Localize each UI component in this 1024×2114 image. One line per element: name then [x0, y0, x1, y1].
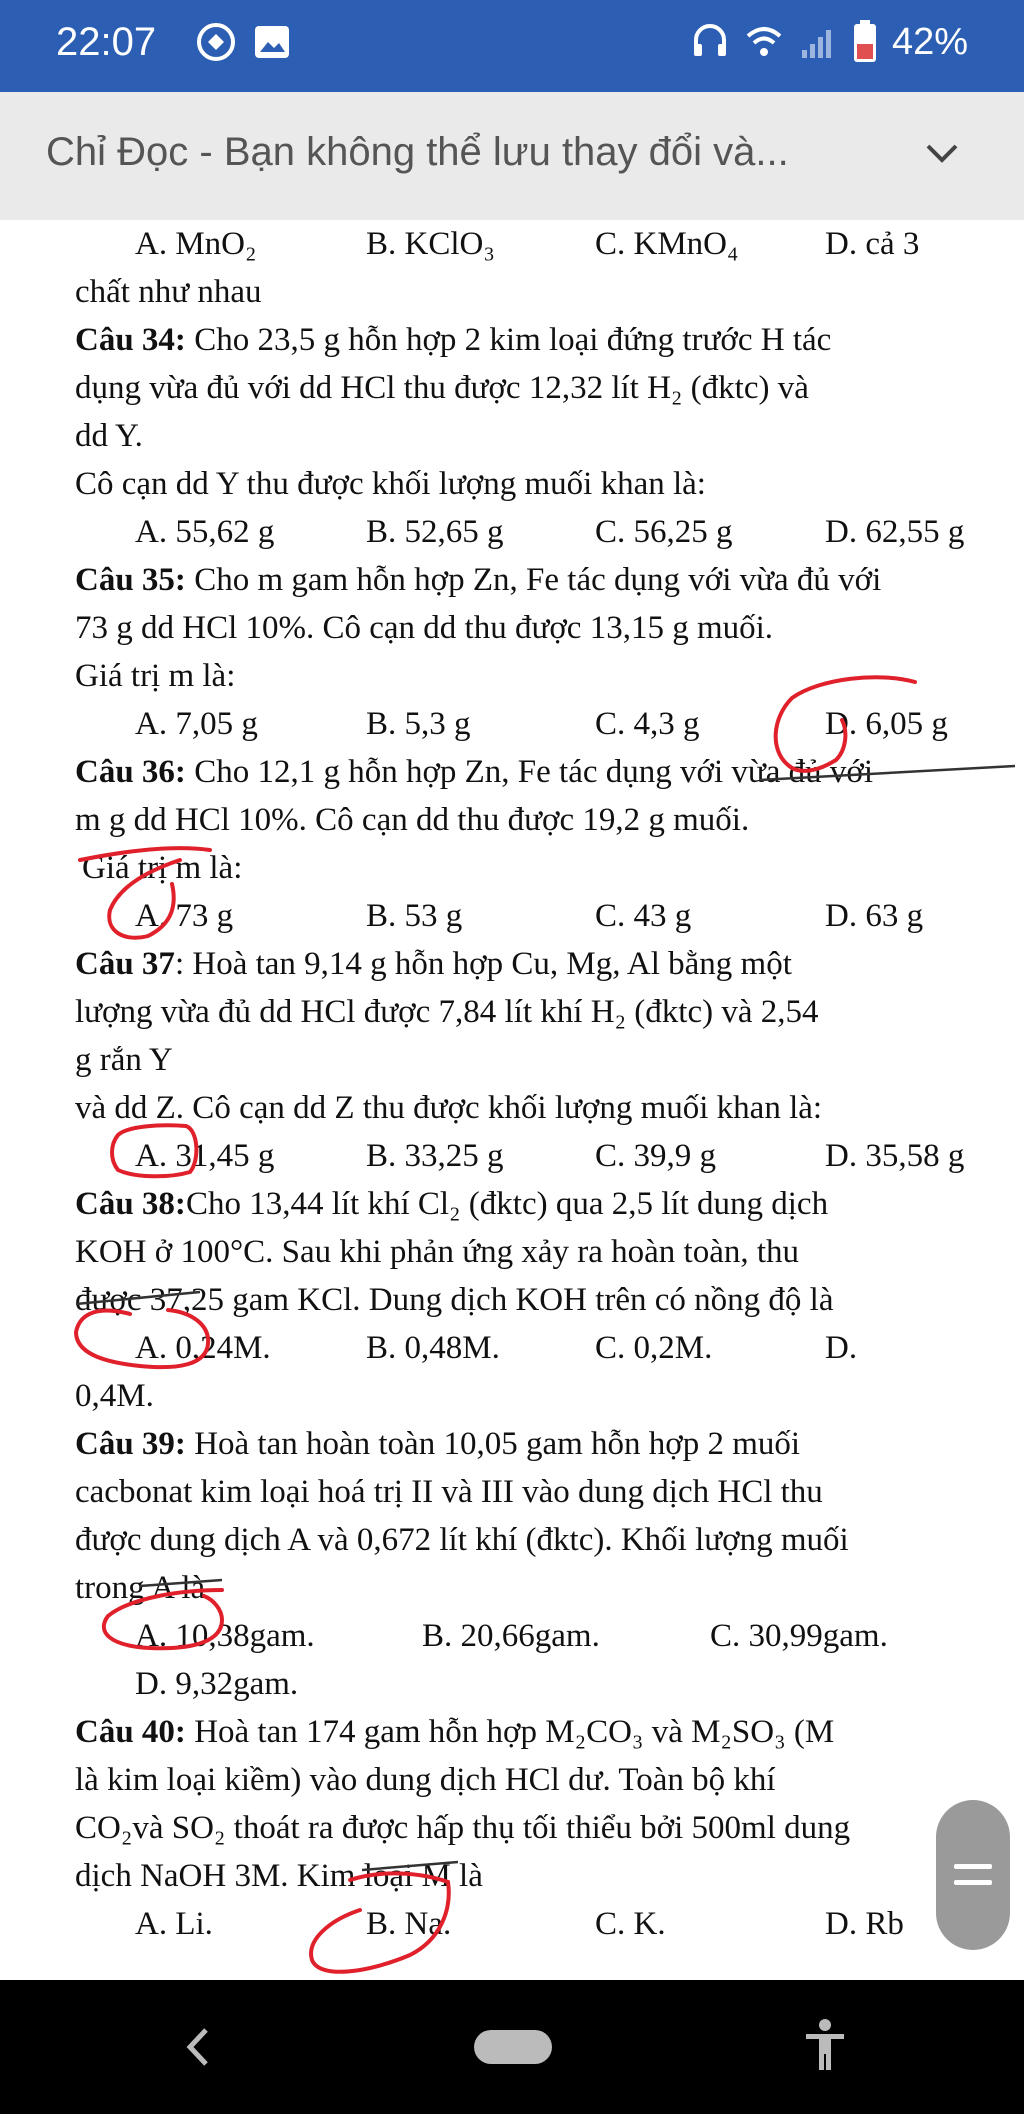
q36-option-b: B. 53 g: [366, 898, 463, 934]
question-39-label: Câu 39:: [75, 1426, 186, 1462]
headset-icon: [690, 22, 730, 62]
question-35-line-3: Giá trị m là:: [75, 658, 236, 694]
question-35-line-1: Câu 35: Cho m gam hỗn hợp Zn, Fe tác dụng với vừa đủ với: [75, 562, 882, 598]
q33-option-b: B. KClO₃: [366, 226, 495, 262]
question-34-line-4: Cô cạn dd Y thu được khối lượng muối khan là:: [75, 466, 706, 502]
q39-option-c: C. 30,99gam.: [710, 1618, 888, 1654]
q39-option-a: A. 10,38gam.: [135, 1618, 315, 1654]
question-38-line-2: KOH ở 100°C. Sau khi phản ứng xảy ra hoàn toàn, thu: [75, 1234, 800, 1270]
app-bar: [0, 92, 1024, 220]
question-40-line-1: Câu 40: Hoà tan 174 gam hỗn hợp M₂CO₃ và M₂SO₃ (M: [75, 1714, 835, 1750]
q40-option-c: C. K.: [595, 1906, 666, 1942]
q38-option-c: C. 0,2M.: [595, 1330, 713, 1366]
q39-option-b: B. 20,66gam.: [422, 1618, 600, 1654]
scroll-handle[interactable]: [936, 1800, 1010, 1950]
question-39-line-1: Câu 39: Hoà tan hoàn toàn 10,05 gam hỗn hợp 2 muối: [75, 1426, 801, 1462]
question-34-line-2: dụng vừa đủ với dd HCl thu được 12,32 lít H₂ (đktc) và: [75, 370, 809, 406]
question-37-line-4: và dd Z. Cô cạn dd Z thu được khối lượng muối khan là:: [75, 1090, 823, 1126]
q39-option-d: D. 9,32gam.: [135, 1666, 299, 1702]
question-34-line-1: Câu 34: Cho 23,5 g hỗn hợp 2 kim loại đứng trước H tác: [75, 322, 832, 358]
q38-option-d-cont: 0,4M.: [75, 1378, 154, 1414]
battery-level: 42%: [891, 20, 968, 63]
q34-option-a: A. 55,62 g: [135, 514, 275, 550]
q40-option-d: D. Rb: [825, 1906, 904, 1942]
accessibility-icon[interactable]: [800, 2018, 850, 2074]
home-button[interactable]: [474, 2030, 552, 2064]
q36-option-c: C. 43 g: [595, 898, 692, 934]
status-right: [690, 20, 968, 64]
status-time: 22:07: [56, 20, 157, 64]
q38-option-d: D.: [825, 1330, 858, 1366]
q37-option-a: A. 31,45 g: [135, 1138, 275, 1174]
q37-option-d: D. 35,58 g: [825, 1138, 965, 1174]
question-40-line-3: CO₂và SO₂ thoát ra được hấp thụ tối thiểu bởi 500ml dung: [75, 1810, 851, 1846]
question-40-line-4: dịch NaOH 3M. Kim loại M là: [75, 1858, 483, 1894]
question-36-label: Câu 36:: [75, 754, 186, 790]
game-controller-icon: [196, 22, 236, 62]
q34-option-d: D. 62,55 g: [825, 514, 965, 550]
question-34-line-3: dd Y.: [75, 418, 143, 454]
question-37-line-3: g rắn Y: [75, 1042, 173, 1078]
q37-option-c: C. 39,9 g: [595, 1138, 717, 1174]
q35-option-d: D. 6,05 g: [825, 706, 948, 742]
question-36-line-1: Câu 36: Cho 12,1 g hỗn hợp Zn, Fe tác dụng với vừa đủ với: [75, 754, 874, 790]
q35-option-c: C. 4,3 g: [595, 706, 700, 742]
question-37-label: Câu 37: [75, 946, 175, 982]
q38-option-b: B. 0,48M.: [366, 1330, 500, 1366]
q33-option-c: C. KMnO₄: [595, 226, 739, 262]
q37-option-b: B. 33,25 g: [366, 1138, 504, 1174]
q35-option-a: A. 7,05 g: [135, 706, 258, 742]
status-bar: [0, 0, 1024, 92]
q33-option-a: A. MnO₂: [135, 226, 257, 262]
question-40-label: Câu 40:: [75, 1714, 186, 1750]
document-page[interactable]: [0, 220, 1024, 1980]
navigation-bar: [0, 1980, 1024, 2114]
question-39-line-4: trong A là: [75, 1570, 206, 1606]
question-35-label: Câu 35:: [75, 562, 186, 598]
question-40-line-2: là kim loại kiềm) vào dung dịch HCl dư. Toàn bộ khí: [75, 1762, 776, 1798]
question-38-line-3: được 37,25 gam KCl. Dung dịch KOH trên có nồng độ là: [75, 1282, 834, 1318]
read-only-banner[interactable]: Chỉ Đọc - Bạn không thể lưu thay đổi và...: [46, 130, 789, 174]
chevron-down-icon[interactable]: [922, 138, 962, 168]
question-36-line-3: Giá trị m là:: [82, 850, 243, 886]
question-34-label: Câu 34:: [75, 322, 186, 358]
image-icon: [252, 22, 292, 62]
question-39-line-3: được dung dịch A và 0,672 lít khí (đktc). Khối lượng muối: [75, 1522, 849, 1558]
q34-option-c: C. 56,25 g: [595, 514, 733, 550]
q36-option-d: D. 63 g: [825, 898, 924, 934]
q34-option-b: B. 52,65 g: [366, 514, 504, 550]
signal-icon: [798, 22, 838, 62]
question-35-line-2: 73 g dd HCl 10%. Cô cạn dd thu được 13,15 g muối.: [75, 610, 774, 646]
battery-icon: [852, 20, 878, 64]
question-36-line-2: m g dd HCl 10%. Cô cạn dd thu được 19,2 g muối.: [75, 802, 750, 838]
q33-option-d: D. cả 3: [825, 226, 920, 262]
q38-option-a: A. 0,24M.: [135, 1330, 271, 1366]
q40-option-a: A. Li.: [135, 1906, 213, 1942]
question-38-label: Câu 38:: [75, 1186, 186, 1222]
question-39-line-2: cacbonat kim loại hoá trị II và III vào dung dịch HCl thu: [75, 1474, 823, 1510]
question-38-line-1: Câu 38:Cho 13,44 lít khí Cl₂ (đktc) qua 2,5 lít dung dịch: [75, 1186, 829, 1222]
question-37-line-2: lượng vừa đủ dd HCl được 7,84 lít khí H₂ (đktc) và 2,54: [75, 994, 819, 1030]
wifi-icon: [744, 22, 784, 62]
q36-option-a: A. 73 g: [135, 898, 234, 934]
q35-option-b: B. 5,3 g: [366, 706, 471, 742]
back-icon[interactable]: [180, 2022, 216, 2072]
q33-option-d-cont: chất như nhau: [75, 274, 262, 310]
question-37-line-1: Câu 37: Hoà tan 9,14 g hỗn hợp Cu, Mg, Al bằng một: [75, 946, 792, 982]
q40-option-b: B. Na.: [366, 1906, 452, 1942]
